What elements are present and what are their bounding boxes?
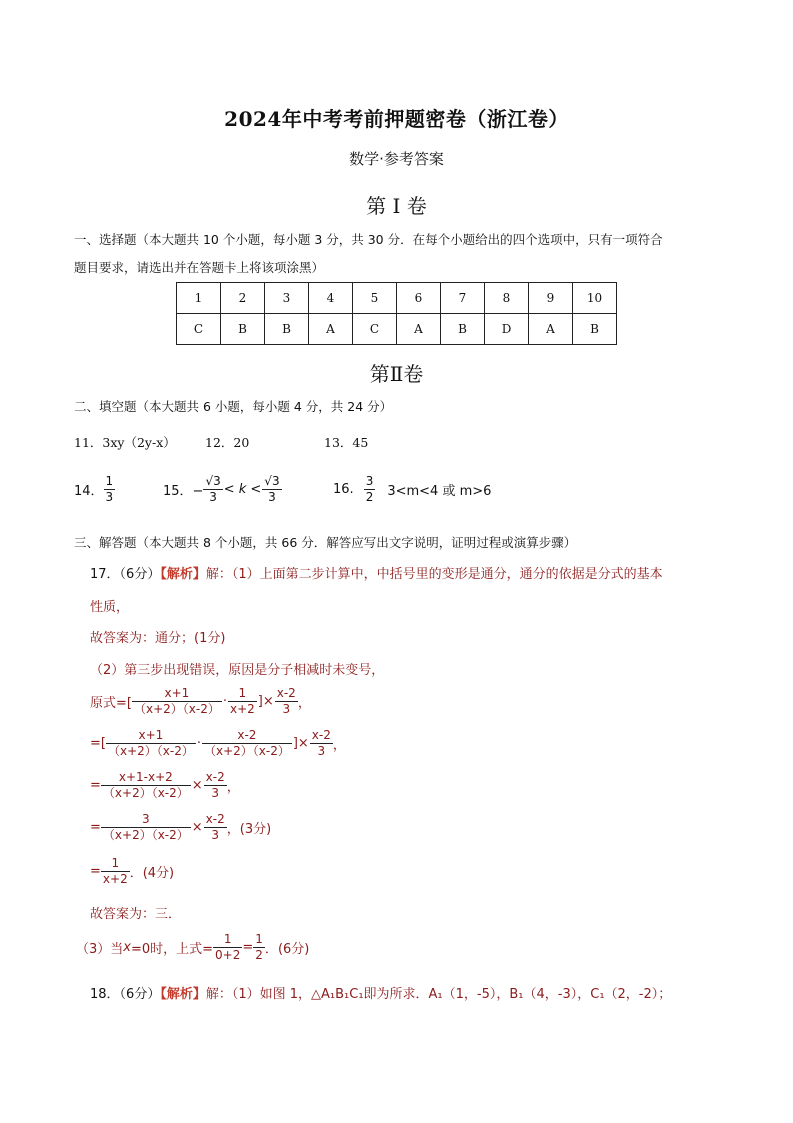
q17-step2-frac-a — [106, 728, 196, 759]
frac-num: 1 — [213, 932, 242, 948]
q17-answer1-text: 故答案为：通分； — [90, 631, 195, 646]
answer-table-number-cell: 3 — [265, 283, 309, 314]
equals: = — [90, 778, 101, 793]
frac-den: （x+2）（x-2） — [102, 786, 189, 800]
answer-15 — [163, 474, 282, 505]
answer-16-range: 3<m<4 或 m>6 — [387, 484, 492, 499]
equals: = — [90, 820, 101, 835]
answer-14-num: 1 — [105, 474, 114, 488]
bracket-times: ]× — [257, 694, 274, 709]
frac-num: x+1-x+2 — [101, 770, 191, 786]
answer-table-number-cell: 7 — [441, 283, 485, 314]
q17-line1 — [90, 563, 663, 582]
q17-line2: 性质， — [90, 600, 130, 615]
answer-table-answer-cell: C — [353, 314, 397, 345]
q17-step3 — [90, 770, 240, 801]
frac-num: x-2 — [311, 728, 331, 742]
answer-table-answer-cell: A — [309, 314, 353, 345]
q17-step1-frac-c — [275, 686, 298, 717]
page-subtitle: 数学·参考答案 — [349, 150, 444, 168]
answer-table-answer-cell: D — [485, 314, 529, 345]
comma: ， — [226, 780, 240, 795]
answer-table-answer-row — [177, 314, 617, 345]
section1-heading-line1: 一、选择题（本大题共 10 个小题，每小题 3 分，共 30 分．在每个小题给出的四个选项中，只有一项符合 — [74, 232, 663, 247]
frac-den: 0+2 — [215, 948, 241, 962]
q17-analysis-tag: 【解析】 — [160, 567, 206, 582]
q18-text: 解：（1）如图 1，△A₁B₁C₁即为所求．A₁（1，-5），B₁（4，-3），C₁（2，-2）； — [205, 987, 672, 1002]
q17-step1-pre: 原式=[ — [90, 696, 132, 711]
equals: = — [242, 940, 254, 955]
frac-den: x+2 — [102, 872, 128, 886]
minus-dot: · — [196, 736, 201, 751]
frac-num: x-2 — [202, 728, 292, 744]
q17-text1: 解：（1）上面第二步计算中，中括号里的变形是通分，通分的依据是分式的基本 — [205, 567, 663, 582]
frac-den: 3 — [317, 744, 326, 758]
bracket-times: ]× — [292, 736, 309, 751]
q17-step3-frac-a — [101, 770, 191, 801]
answer-table-answer-cell: C — [177, 314, 221, 345]
frac-den: 2 — [255, 948, 263, 962]
comma: ， — [226, 822, 240, 837]
comma: ， — [297, 696, 311, 711]
answer-11: 11．3xy（2y-x） — [74, 435, 176, 450]
answer-15-fraction-left — [203, 474, 222, 505]
q18-analysis-tag: 【解析】 — [160, 987, 206, 1002]
q18-line — [90, 983, 671, 1002]
answer-table-answer-cell: B — [573, 314, 617, 345]
q17-step5-frac — [101, 856, 130, 887]
q17-answer1 — [90, 627, 225, 646]
frac-den: 3 — [211, 828, 220, 842]
answer-13: 13．45 — [324, 435, 369, 450]
answer-15-den-right: 3 — [268, 490, 276, 504]
q17-step4-frac-b — [204, 812, 227, 843]
q17-step1-frac-b — [228, 686, 257, 717]
answer-table-answer-cell: B — [221, 314, 265, 345]
answer-table-number-cell: 1 — [177, 283, 221, 314]
equals: = — [90, 864, 101, 879]
frac-den: （x+2）（x-2） — [203, 744, 290, 758]
q18-head: 18．（6分） — [90, 987, 161, 1002]
frac-num: 1 — [101, 856, 130, 872]
answer-table-answer-cell: A — [529, 314, 573, 345]
frac-num: x+1 — [132, 686, 222, 702]
frac-den: （x+2）（x-2） — [133, 702, 220, 716]
frac-den: 3 — [211, 786, 220, 800]
frac-num: 3 — [101, 812, 191, 828]
q17-part3 — [76, 932, 309, 963]
answer-16 — [333, 474, 491, 505]
minus-dot: · — [222, 694, 227, 709]
volume-one-heading: 第 I 卷 — [366, 194, 427, 218]
answer-table-number-row — [177, 283, 617, 314]
q17-points3: (3分) — [239, 822, 272, 837]
period: ． — [129, 866, 143, 881]
answer-14-den: 3 — [105, 490, 114, 504]
answer-table-answer-cell: B — [441, 314, 485, 345]
answer-14-fraction — [104, 474, 116, 505]
answer-table-number-cell: 4 — [309, 283, 353, 314]
answer-16-num: 3 — [365, 474, 374, 488]
times: × — [191, 778, 203, 793]
section3-heading: 三、解答题（本大题共 8 个小题，共 66 分．解答应写出文字说明，证明过程或演算步骤） — [74, 535, 577, 550]
answer-table-number-cell: 8 — [485, 283, 529, 314]
answer-table-number-cell: 10 — [573, 283, 617, 314]
frac-num: 1 — [255, 932, 263, 946]
answer-15-num-right: √3 — [264, 474, 280, 488]
section2-heading: 二、填空题（本大题共 6 小题，每小题 4 分，共 24 分） — [74, 399, 393, 414]
answer-16-fraction — [364, 474, 376, 505]
answer-16-label: 16. — [333, 482, 354, 497]
comma: ， — [332, 738, 346, 753]
q17-step1 — [90, 686, 311, 717]
answer-12: 12．20 — [205, 435, 250, 450]
answer-15-num-left: √3 — [205, 474, 221, 488]
frac-den: x+2 — [229, 702, 255, 716]
q17-step4-frac-a — [101, 812, 191, 843]
q17-step2-frac-c — [310, 728, 333, 759]
q17-step2-pre: =[ — [90, 736, 106, 751]
period: ． — [264, 942, 278, 957]
answer-15-label: 15．− — [163, 484, 204, 499]
answer-15-fraction-right — [262, 474, 281, 505]
q17-points1: (1分) — [194, 631, 226, 646]
section1-heading-line2: 题目要求，请选出并在答题卡上将该项涂黑） — [74, 260, 325, 275]
q17-step2-frac-b — [202, 728, 292, 759]
q17-step2 — [90, 728, 346, 759]
q17-part3-frac2 — [253, 932, 265, 963]
answer-table-number-cell: 6 — [397, 283, 441, 314]
q17-points4: (4分) — [142, 866, 175, 881]
answer-table-answer-cell: A — [397, 314, 441, 345]
frac-num: x-2 — [205, 770, 225, 784]
q17-part3-a: （3）当 — [76, 942, 124, 957]
answer-15-middle: < k < — [223, 482, 262, 497]
frac-den: （x+2）（x-2） — [102, 828, 189, 842]
answer-15-den-left: 3 — [209, 490, 217, 504]
frac-num: x-2 — [276, 686, 296, 700]
frac-den: 3 — [282, 702, 291, 716]
answer-table-answer-cell: B — [265, 314, 309, 345]
q17-head: 17．（6分） — [90, 567, 161, 582]
page-title: 2024年中考考前押题密卷（浙江卷） — [224, 107, 569, 131]
frac-num: x-2 — [205, 812, 225, 826]
answer-16-den: 2 — [365, 490, 374, 504]
answer-table-number-cell: 2 — [221, 283, 265, 314]
q17-step1-frac-a — [132, 686, 222, 717]
q17-answer2: 故答案为：三． — [90, 907, 182, 922]
frac-num: x+1 — [106, 728, 196, 744]
q17-part2: （2）第三步出现错误，原因是分子相减时未变号， — [90, 663, 385, 678]
q17-part3-x: x — [123, 940, 131, 955]
answer-table — [176, 282, 617, 345]
answer-table-number-cell: 9 — [529, 283, 573, 314]
q17-step4 — [90, 812, 271, 843]
q17-points6: (6分) — [277, 942, 310, 957]
frac-num: 1 — [228, 686, 257, 702]
q17-part3-frac1 — [213, 932, 242, 963]
answer-14 — [74, 474, 115, 505]
q17-step3-frac-b — [204, 770, 227, 801]
q17-part3-b: =0时，上式= — [130, 942, 214, 957]
frac-den: （x+2）（x-2） — [107, 744, 194, 758]
answer-table-number-cell: 5 — [353, 283, 397, 314]
answer-14-label: 14． — [74, 484, 104, 499]
times: × — [191, 820, 203, 835]
volume-two-heading: 第Ⅱ卷 — [369, 362, 424, 386]
q17-step5 — [90, 856, 174, 887]
